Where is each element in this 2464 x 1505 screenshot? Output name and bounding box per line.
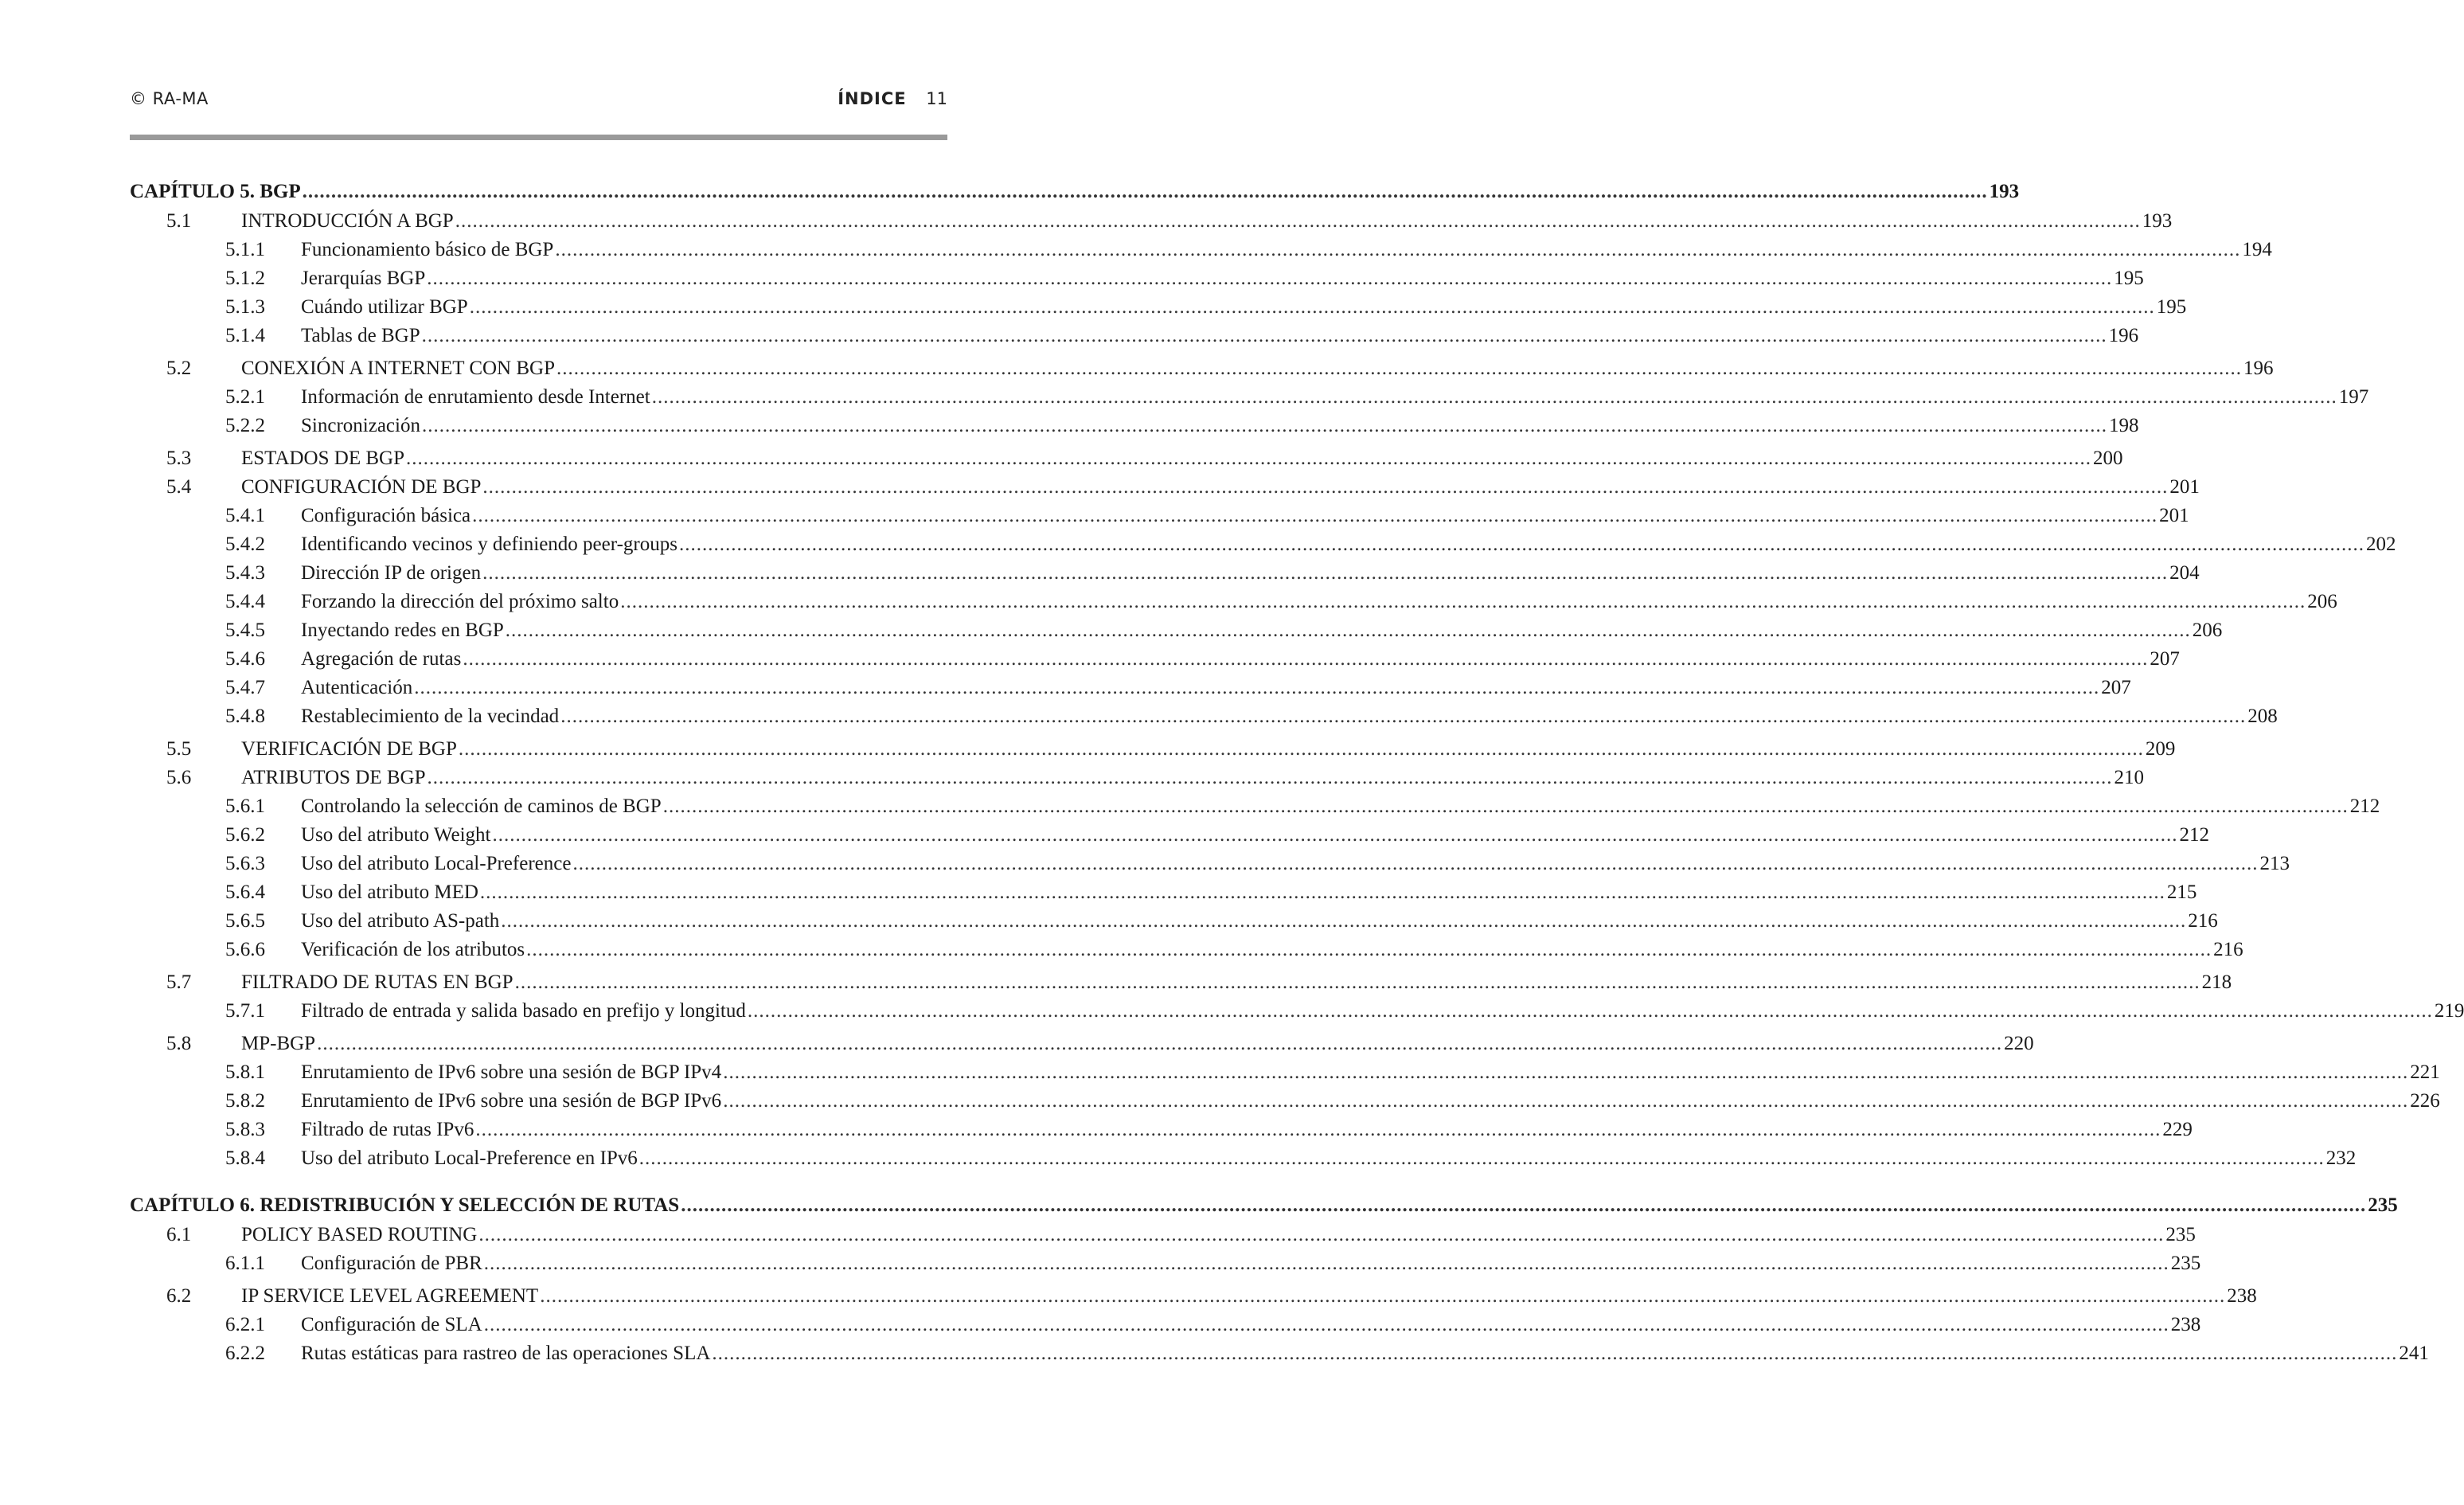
toc-entry (130, 1087, 2440, 1116)
toc-entry-number: 5.2.1 (225, 386, 265, 408)
toc-entry-number: 5.4.2 (225, 534, 265, 555)
toc-entry-number: 5.4.1 (225, 505, 265, 526)
section-label: ÍNDICE (838, 89, 907, 108)
toc-entry-number: 5.4.4 (225, 591, 265, 612)
toc-entry-title: Controlando la selección de caminos de BGP (301, 796, 662, 817)
dot-leader (455, 207, 2141, 236)
toc-entry-page: 216 (2188, 910, 2218, 932)
dot-leader (414, 674, 2099, 702)
toc-entry-number: 6.1 (166, 1224, 192, 1245)
toc-entry-number: 5.8.3 (225, 1119, 265, 1140)
toc-entry-page: 196 (2108, 325, 2139, 346)
toc-entry-number: 6.2 (166, 1285, 192, 1307)
toc-entry-title: Inyectando redes en BGP (301, 620, 504, 641)
toc-entry-title: Uso del atributo Local-Preference en IPv6 (301, 1147, 638, 1169)
toc-entry-number: 5.6.3 (225, 853, 265, 874)
dot-leader (472, 502, 2157, 530)
toc-entry (130, 444, 2123, 473)
dot-leader (572, 850, 2258, 878)
toc-entry (130, 1339, 2429, 1368)
toc-entry (130, 674, 2131, 702)
toc-entry (130, 354, 2274, 383)
toc-entry (130, 968, 2232, 997)
toc-entry-page: 215 (2166, 882, 2197, 903)
dot-leader (620, 588, 2306, 616)
toc-entry-page: 201 (2159, 505, 2189, 526)
dot-leader (478, 1221, 2164, 1249)
toc-entry-title: Autenticación (301, 677, 413, 698)
toc-entry-title: Agregación de rutas (301, 648, 462, 670)
toc-entry (130, 850, 2290, 878)
dot-leader (723, 1058, 2408, 1087)
toc-entry-title: CAPÍTULO 6. REDISTRIBUCIÓN Y SELECCIÓN DE RUTAS (130, 1194, 680, 1216)
toc-entry-page: 200 (2092, 448, 2123, 469)
toc-entry-title: Jerarquías BGP (301, 268, 426, 289)
dot-leader (652, 383, 2337, 412)
toc-entry (130, 1058, 2440, 1087)
dot-leader (427, 264, 2112, 293)
toc-entry-title: POLICY BASED ROUTING (241, 1224, 478, 1245)
toc-entry-page: 241 (2399, 1343, 2429, 1364)
toc-entry-page: 193 (2142, 210, 2173, 232)
toc-entry-number: 5.1.1 (225, 239, 265, 260)
toc-entry-number: 5.4.5 (225, 620, 265, 641)
toc-entry-title: Verificación de los atributos (301, 939, 525, 960)
dot-leader (470, 293, 2155, 322)
toc-entry-title: Rutas estáticas para rastreo de las operaciones SLA (301, 1343, 711, 1364)
toc-entry-number: 5.4.7 (225, 677, 265, 698)
dot-leader (526, 936, 2212, 964)
toc-entry-title: Enrutamiento de IPv6 sobre una sesión de BGP IPv4 (301, 1061, 722, 1083)
toc-entry-page: 193 (1989, 181, 2020, 202)
toc-entry-title: ESTADOS DE BGP (241, 448, 404, 469)
toc-entry-page: 216 (2213, 939, 2243, 960)
toc-entry-page: 219 (2434, 1000, 2464, 1022)
toc-entry-page: 229 (2162, 1119, 2193, 1140)
dot-leader (482, 473, 2168, 502)
toc-entry (130, 1249, 2201, 1278)
toc-entry-number: 5.7 (166, 971, 192, 993)
toc-entry-number: 5.8.4 (225, 1147, 265, 1169)
toc-entry-page: 238 (2170, 1314, 2201, 1335)
toc-entry-title: Configuración de PBR (301, 1253, 482, 1274)
toc-entry-title: Tablas de BGP (301, 325, 420, 346)
toc-entry-title: Uso del atributo AS-path (301, 910, 500, 932)
dot-leader (482, 559, 2168, 588)
toc-chapter-entry (130, 177, 2020, 207)
toc-entry-page: 226 (2410, 1090, 2440, 1112)
toc-entry-title: Sincronización (301, 415, 420, 436)
toc-entry-number: 5.6.5 (225, 910, 265, 932)
toc-entry (130, 383, 2369, 412)
dot-leader (428, 764, 2113, 792)
toc-entry (130, 412, 2139, 440)
toc-entry-title: Filtrado de rutas IPv6 (301, 1119, 474, 1140)
running-head (838, 89, 947, 108)
toc-entry (130, 821, 2209, 850)
toc-entry (130, 559, 2200, 588)
toc-entry-title: Enrutamiento de IPv6 sobre una sesión de BGP IPv6 (301, 1090, 722, 1112)
toc-entry (130, 1144, 2357, 1173)
toc-entry (130, 1030, 2034, 1058)
toc-entry (130, 936, 2243, 964)
toc-entry (130, 530, 2396, 559)
toc-entry-page: 198 (2108, 415, 2139, 436)
dot-leader (681, 1190, 2366, 1221)
toc-entry-number: 5.2.2 (225, 415, 265, 436)
dot-leader (422, 412, 2107, 440)
toc-entry (130, 1116, 2193, 1144)
toc-entry-number: 5.6.6 (225, 939, 265, 960)
dot-leader (459, 735, 2144, 764)
toc-entry-page: 235 (2170, 1253, 2201, 1274)
toc-entry-page: 208 (2247, 706, 2278, 727)
toc-entry (130, 502, 2189, 530)
toc-entry-number: 5.4 (166, 476, 192, 498)
toc-entry-number: 5.6.1 (225, 796, 265, 817)
toc-entry (130, 702, 2278, 731)
toc-entry (130, 645, 2180, 674)
toc-entry-number: 6.2.1 (225, 1314, 265, 1335)
toc-entry-number: 5.7.1 (225, 1000, 265, 1022)
dot-leader (480, 878, 2165, 907)
toc-entry-title: Uso del atributo Weight (301, 824, 491, 846)
toc-entry-page: 220 (2004, 1033, 2034, 1054)
toc-entry-page: 195 (2156, 296, 2187, 318)
dot-leader (639, 1144, 2325, 1173)
toc-entry (130, 1282, 2257, 1311)
dot-leader (317, 1030, 2002, 1058)
toc-entry (130, 764, 2145, 792)
toc-entry-page: 207 (2150, 648, 2180, 670)
toc-entry-title: VERIFICACIÓN DE BGP (241, 738, 457, 760)
toc-entry (130, 616, 2223, 645)
toc-entry-title: Dirección IP de origen (301, 562, 482, 584)
toc-entry (130, 473, 2200, 502)
toc-entry-number: 5.4.3 (225, 562, 265, 584)
toc-entry-title: Uso del atributo MED (301, 882, 478, 903)
dot-leader (679, 530, 2364, 559)
toc-entry-page: 195 (2114, 268, 2144, 289)
toc-entry (130, 735, 2176, 764)
toc-entry-number: 5.5 (166, 738, 192, 760)
toc-entry-title: CAPÍTULO 5. BGP (130, 181, 301, 202)
toc-entry-number: 5.6 (166, 767, 192, 788)
toc-entry-title: Funcionamiento básico de BGP (301, 239, 554, 260)
toc-entry-page: 206 (2192, 620, 2223, 641)
toc-entry-number: 5.6.2 (225, 824, 265, 846)
toc-entry-title: Configuración de SLA (301, 1314, 482, 1335)
dot-leader (422, 322, 2107, 350)
dot-leader (303, 177, 1988, 207)
toc-entry-number: 5.1.2 (225, 268, 265, 289)
toc-entry (130, 1311, 2201, 1339)
dot-leader (555, 236, 2240, 264)
toc-entry-number: 5.8.1 (225, 1061, 265, 1083)
dot-leader (484, 1311, 2169, 1339)
page-header (130, 86, 947, 115)
toc-entry-title: Configuración básica (301, 505, 471, 526)
toc-entry-number: 5.1 (166, 210, 192, 232)
dot-leader (723, 1087, 2408, 1116)
dot-leader (712, 1339, 2397, 1368)
publisher-mark: © RA-MA (130, 89, 209, 108)
toc-entry-page: 194 (2242, 239, 2272, 260)
toc-entry-number: 5.3 (166, 448, 192, 469)
dot-leader (406, 444, 2091, 473)
toc-entry-title: FILTRADO DE RUTAS EN BGP (241, 971, 513, 993)
toc-entry-title: Filtrado de entrada y salida basado en prefijo y longitud (301, 1000, 746, 1022)
toc-entry-title: CONFIGURACIÓN DE BGP (241, 476, 482, 498)
toc-entry-number: 5.8 (166, 1033, 192, 1054)
toc-entry-title: MP-BGP (241, 1033, 316, 1054)
toc-entry-number: 5.4.8 (225, 706, 265, 727)
toc-entry-page: 209 (2145, 738, 2176, 760)
toc-entry-title: Cuándo utilizar BGP (301, 296, 468, 318)
toc-entry-page: 204 (2169, 562, 2200, 584)
toc-entry-title: INTRODUCCIÓN A BGP (241, 210, 454, 232)
toc-entry-page: 235 (2368, 1194, 2398, 1216)
toc-entry-page: 213 (2259, 853, 2290, 874)
dot-leader (560, 702, 2246, 731)
toc-entry (130, 236, 2272, 264)
toc-entry (130, 322, 2139, 350)
dot-leader (540, 1282, 2225, 1311)
toc-entry-page: 202 (2365, 534, 2396, 555)
toc-entry-page: 221 (2410, 1061, 2440, 1083)
dot-leader (463, 645, 2148, 674)
toc-entry-page: 238 (2227, 1285, 2257, 1307)
toc-entry (130, 588, 2337, 616)
toc-entry-title: IP SERVICE LEVEL AGREEMENT (241, 1285, 539, 1307)
toc-entry-number: 5.2 (166, 358, 192, 379)
toc-entry (130, 1221, 2196, 1249)
toc-entry-page: 210 (2114, 767, 2145, 788)
toc-entry-number: 5.4.6 (225, 648, 265, 670)
toc-entry-page: 196 (2243, 358, 2274, 379)
dot-leader (484, 1249, 2169, 1278)
table-of-contents (130, 177, 2464, 1368)
toc-entry-page: 232 (2325, 1147, 2357, 1169)
dot-leader (501, 907, 2186, 936)
toc-entry-title: CONEXIÓN A INTERNET CON BGP (241, 358, 555, 379)
toc-entry-page: 218 (2201, 971, 2232, 993)
page-number: 11 (926, 89, 947, 108)
dot-leader (663, 792, 2349, 821)
toc-entry-number: 6.1.1 (225, 1253, 265, 1274)
toc-entry-number: 5.1.3 (225, 296, 265, 318)
toc-entry-page: 207 (2101, 677, 2131, 698)
toc-entry-number: 6.2.2 (225, 1343, 265, 1364)
toc-entry-title: Uso del atributo Local-Preference (301, 853, 572, 874)
toc-entry-title: Restablecimiento de la vecindad (301, 706, 560, 727)
toc-entry-title: Información de enrutamiento desde Internet (301, 386, 650, 408)
toc-entry (130, 997, 2464, 1026)
dot-leader (475, 1116, 2161, 1144)
toc-entry-page: 206 (2307, 591, 2337, 612)
toc-entry-number: 5.8.2 (225, 1090, 265, 1112)
toc-chapter-entry (130, 1190, 2398, 1221)
toc-entry (130, 207, 2173, 236)
toc-entry (130, 907, 2218, 936)
dot-leader (556, 354, 2242, 383)
dot-leader (492, 821, 2177, 850)
toc-entry-page: 212 (2179, 824, 2209, 846)
dot-leader (515, 968, 2200, 997)
header-rule (130, 135, 947, 140)
toc-entry-title: Identificando vecinos y definiendo peer-groups (301, 534, 678, 555)
toc-entry-page: 197 (2338, 386, 2369, 408)
toc-entry-page: 235 (2165, 1224, 2196, 1245)
toc-entry-page: 212 (2349, 796, 2380, 817)
toc-entry-title: Forzando la dirección del próximo salto (301, 591, 619, 612)
toc-entry-title: ATRIBUTOS DE BGP (241, 767, 426, 788)
dot-leader (506, 616, 2191, 645)
toc-entry-number: 5.6.4 (225, 882, 265, 903)
toc-entry (130, 878, 2197, 907)
toc-entry (130, 264, 2144, 293)
toc-entry (130, 792, 2380, 821)
toc-entry (130, 293, 2187, 322)
toc-entry-page: 201 (2169, 476, 2200, 498)
toc-entry-number: 5.1.4 (225, 325, 265, 346)
dot-leader (748, 997, 2433, 1026)
